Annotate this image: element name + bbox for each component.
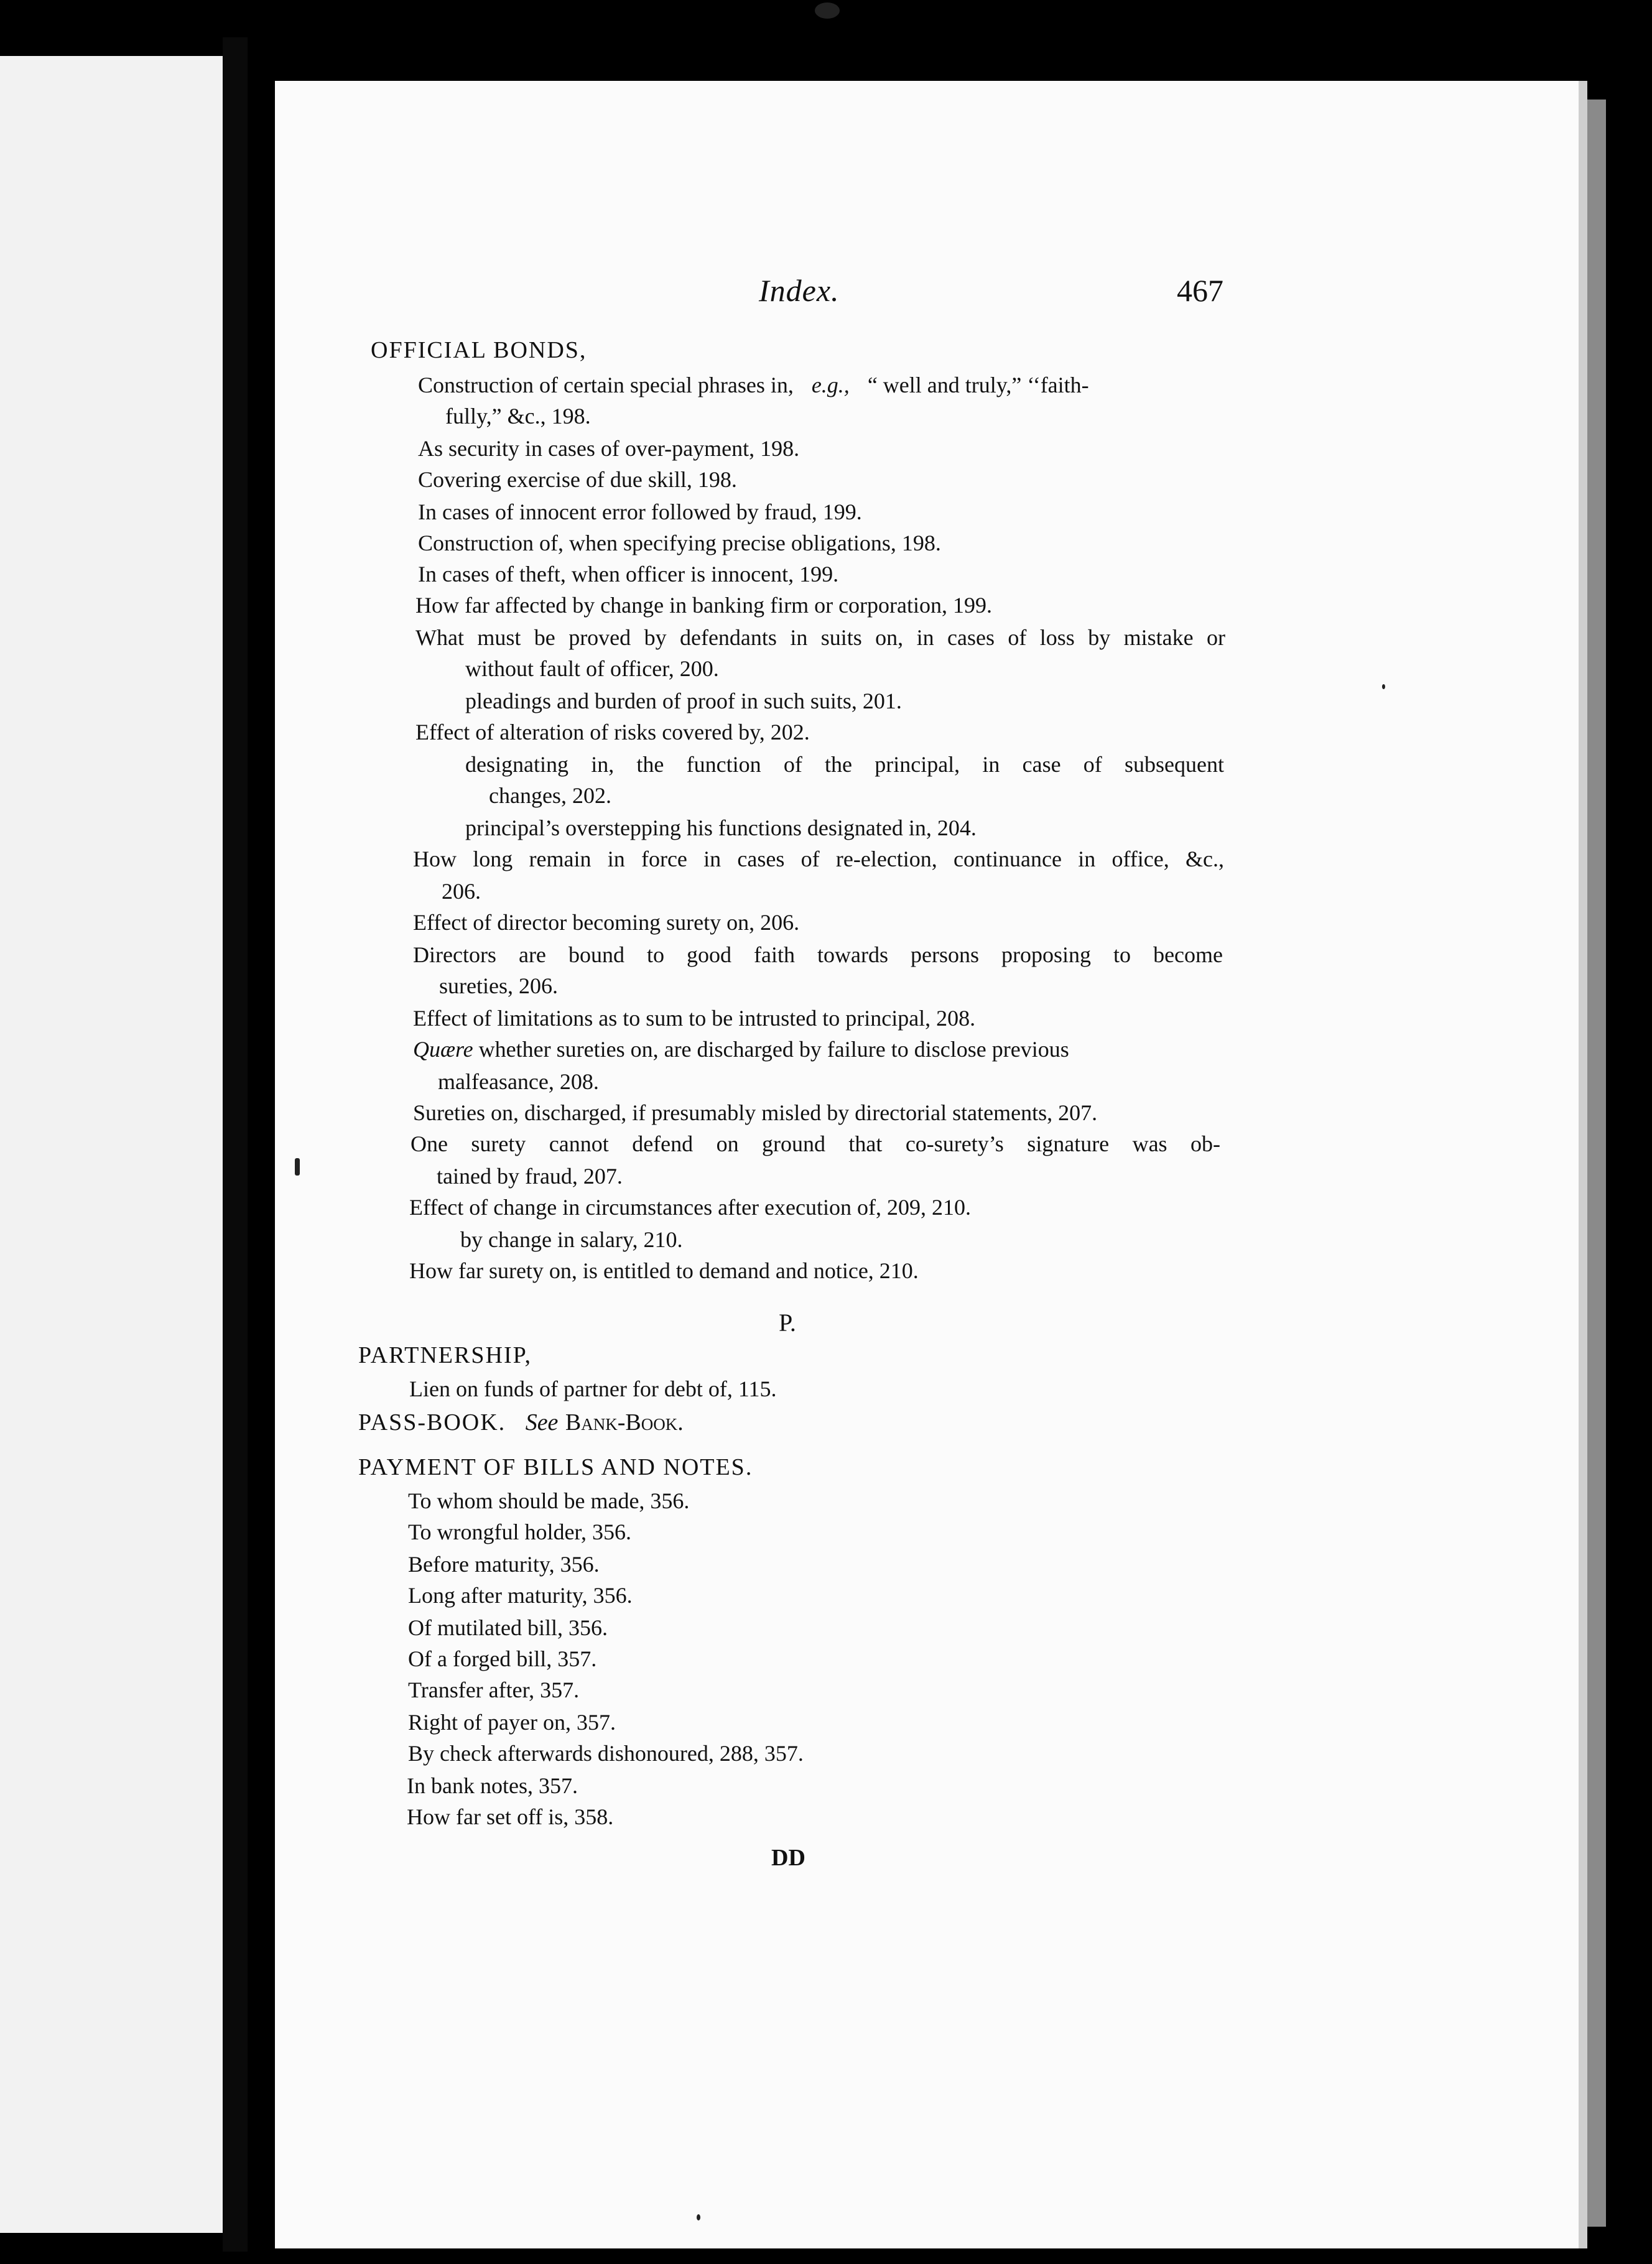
index-line: malfeasance, 208. (438, 1069, 599, 1094)
index-line: without fault of officer, 200. (465, 656, 719, 681)
index-line: by change in salary, 210. (460, 1227, 683, 1252)
index-line: Right of payer on, 357. (408, 1710, 616, 1735)
page-edge-shadow (1587, 100, 1606, 2227)
index-line: In bank notes, 357. (407, 1773, 578, 1798)
binding-gutter (223, 37, 248, 2252)
index-line: Construction of, when specifying precise obligations, 198. (418, 531, 941, 555)
index-line: Sureties on, discharged, if presumably misled by directorial statements, 207. (413, 1100, 1098, 1125)
index-line: How far set off is, 358. (407, 1804, 614, 1829)
index-line: Effect of limitations as to sum to be intrusted to principal, 208. (413, 1006, 976, 1031)
index-line: Long after maturity, 356. (408, 1583, 633, 1608)
index-line: Covering exercise of due skill, 198. (418, 467, 737, 492)
index-line: Effect of director becoming surety on, 206. (413, 910, 800, 935)
index-line: tained by fraud, 207. (437, 1164, 623, 1189)
index-line: In cases of theft, when officer is innocent, 199. (418, 562, 839, 587)
index-line: fully,” &c., 198. (445, 404, 591, 429)
scan-speck (815, 2, 840, 19)
index-line: Of a forged bill, 357. (408, 1646, 597, 1671)
index-line: Quære whether sureties on, are discharged by failure to disclose previous (413, 1037, 1069, 1062)
index-line: How far affected by change in banking firm or corporation, 199. (415, 593, 993, 618)
index-line: sureties, 206. (439, 973, 558, 998)
entry-heading-official-bonds: OFFICIAL BONDS, (371, 337, 587, 363)
running-title: Index. (759, 273, 840, 308)
index-line: Effect of alteration of risks covered by, 202. (415, 720, 810, 745)
index-line: In cases of innocent error followed by fraud, 199. (418, 499, 862, 524)
index-line: As security in cases of over-payment, 198. (418, 436, 800, 461)
index-line: pleadings and burden of proof in such suits, 201. (465, 689, 902, 713)
index-line: Before maturity, 356. (408, 1552, 600, 1577)
scan-speck (697, 2214, 700, 2220)
signature-mark: DD (771, 1845, 805, 1871)
index-line: changes, 202. (489, 783, 611, 808)
index-line: One surety cannot defend on ground that co-surety’s signature was ob- (411, 1131, 1220, 1156)
entry-heading-pass-book: PASS-BOOK. See Bank-Book. (358, 1409, 684, 1436)
facing-page-edge (0, 56, 223, 2233)
index-line: principal’s overstepping his functions designated in, 204. (465, 815, 977, 840)
index-line: What must be proved by defendants in suits on, in cases of loss by mistake or (415, 625, 1225, 650)
entry-heading-payment: PAYMENT OF BILLS AND NOTES. (358, 1454, 753, 1480)
index-line: designating in, the function of the principal, in case of subsequent (465, 752, 1224, 777)
index-line: Lien on funds of partner for debt of, 115. (409, 1376, 777, 1401)
section-letter: P. (779, 1309, 796, 1337)
index-line: By check afterwards dishonoured, 288, 357. (408, 1741, 804, 1766)
scan-speck (295, 1158, 300, 1176)
index-line: Effect of change in circumstances after execution of, 209, 210. (409, 1195, 971, 1220)
entry-heading-partnership: PARTNERSHIP, (358, 1342, 532, 1368)
index-line: Of mutilated bill, 356. (408, 1615, 608, 1640)
index-line: To wrongful holder, 356. (408, 1519, 631, 1544)
page-number: 467 (1177, 273, 1223, 308)
index-line: How long remain in force in cases of re-election, continuance in office, &c., (413, 847, 1224, 871)
index-line: Directors are bound to good faith towards persons proposing to become (413, 942, 1223, 967)
index-line: Transfer after, 357. (408, 1677, 580, 1702)
index-line: Construction of certain special phrases in, e.g., “ well and truly,” ‘‘faith- (418, 373, 1089, 397)
index-line: To whom should be made, 356. (408, 1488, 690, 1513)
index-line: How far surety on, is entitled to demand and notice, 210. (409, 1258, 919, 1283)
scan-speck (1382, 684, 1385, 689)
index-line: 206. (442, 879, 481, 904)
